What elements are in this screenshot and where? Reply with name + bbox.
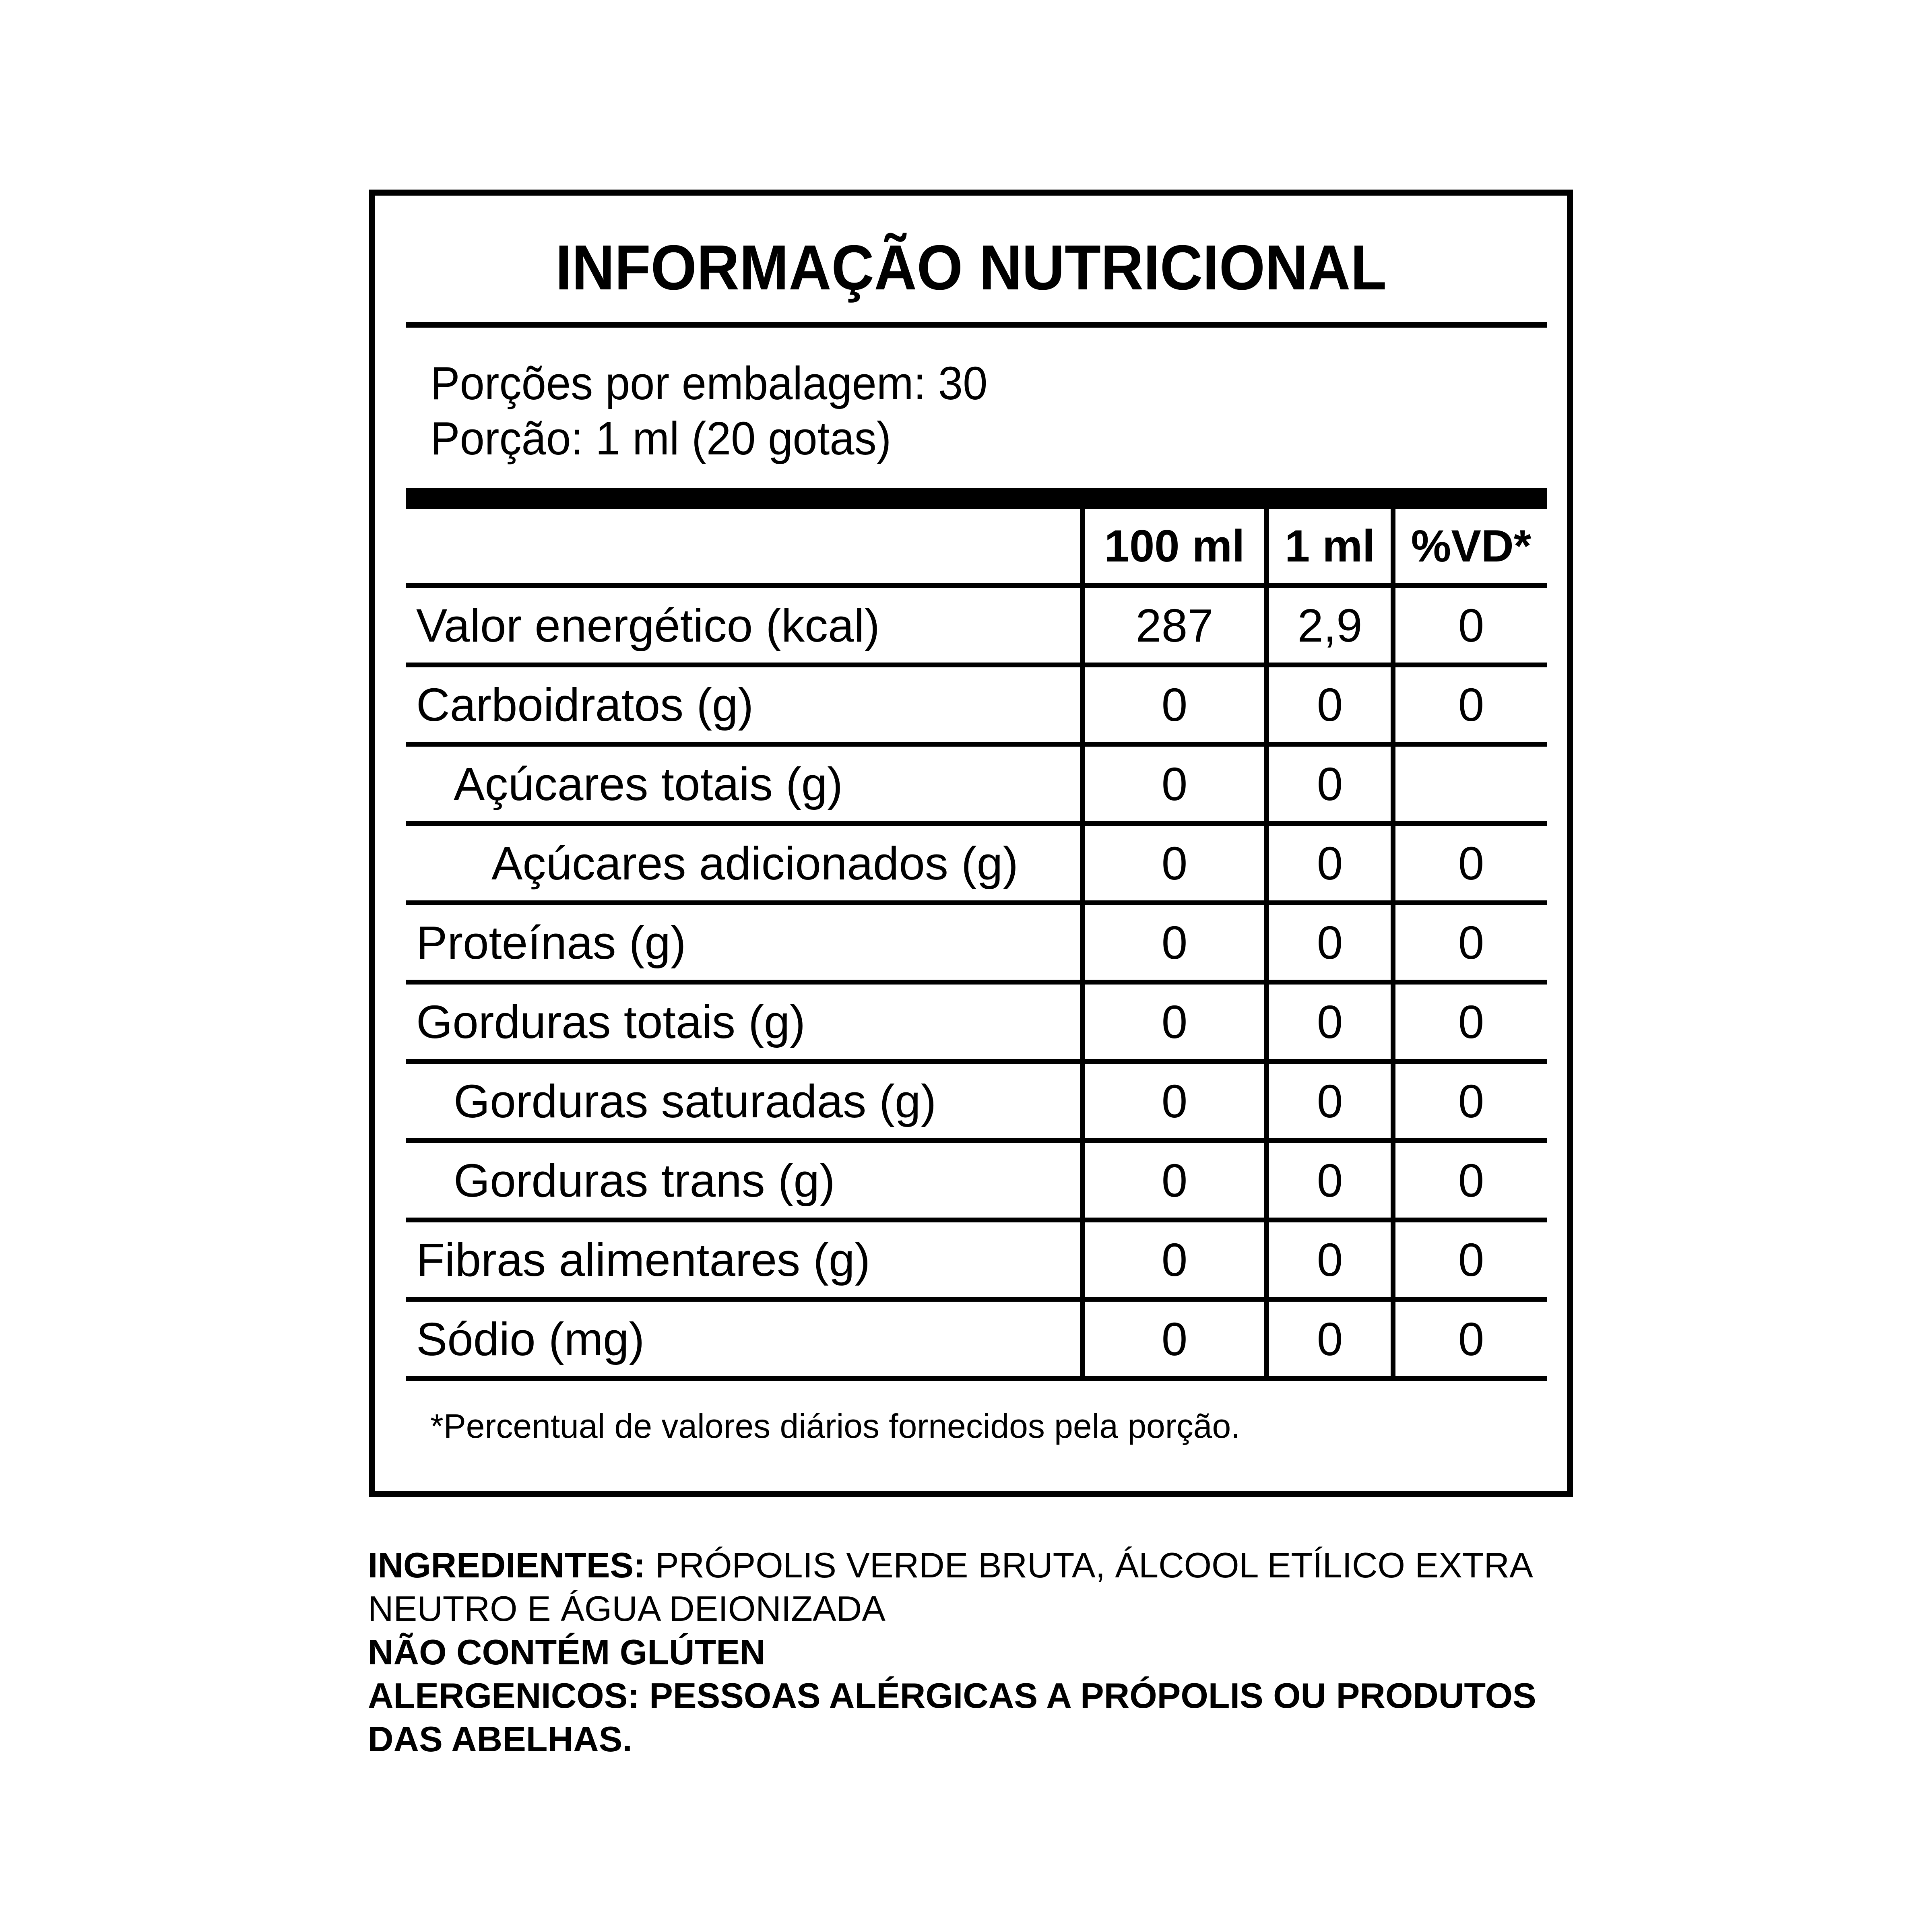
value-1ml: 0: [1264, 1222, 1391, 1297]
nutrient-name: Açúcares adicionados (g): [491, 837, 1018, 890]
value-100ml: 0: [1080, 667, 1264, 742]
table-header-row: [406, 509, 1547, 588]
serving-size: Porção: 1 ml (20 gotas): [430, 412, 892, 464]
header-1ml: 1 ml: [1264, 509, 1391, 583]
value-100ml: 0: [1080, 905, 1264, 980]
value-vd: 0: [1391, 1143, 1547, 1218]
allergen-statement: ALERGENICOS: PESSOAS ALÉRGICAS A PRÓPOLIS OU PRODUTOS DAS ABELHAS.: [368, 1676, 1536, 1759]
nutrient-name: Valor energético (kcal): [416, 599, 880, 652]
table-row: [406, 826, 1547, 905]
value-1ml: 0: [1264, 747, 1391, 821]
ingredients-label: INGREDIENTES:: [368, 1545, 646, 1585]
value-1ml: 0: [1264, 1064, 1391, 1138]
table-row: [406, 1222, 1547, 1302]
header-vd: %VD*: [1391, 509, 1547, 583]
value-1ml: 0: [1264, 667, 1391, 742]
value-100ml: 0: [1080, 826, 1264, 900]
nutrient-name: Proteínas (g): [416, 916, 686, 969]
nutrient-name: Gorduras saturadas (g): [454, 1075, 937, 1127]
servings-per-package: Porções por embalagem: 30: [430, 357, 988, 409]
value-vd: 0: [1391, 667, 1547, 742]
ingredients-block: [368, 1544, 1575, 1761]
footnote: *Percentual de valores diários fornecidos pela porção.: [430, 1407, 1241, 1445]
nutrient-name: Açúcares totais (g): [454, 758, 843, 810]
value-vd: 0: [1391, 1222, 1547, 1297]
value-vd: [1391, 747, 1547, 821]
nutrition-table: [406, 509, 1547, 1381]
value-1ml: 2,9: [1264, 588, 1391, 663]
value-1ml: 0: [1264, 1302, 1391, 1376]
table-row: [406, 985, 1547, 1064]
nutrient-name: Fibras alimentares (g): [416, 1233, 871, 1286]
table-row: [406, 1143, 1547, 1222]
nutrient-name: Sódio (mg): [416, 1313, 645, 1365]
value-1ml: 0: [1264, 1143, 1391, 1218]
table-row: [406, 1064, 1547, 1143]
nutrient-name: Gorduras totais (g): [416, 995, 806, 1048]
value-100ml: 0: [1080, 1143, 1264, 1218]
value-100ml: 0: [1080, 985, 1264, 1059]
value-vd: 0: [1391, 1064, 1547, 1138]
table-row: [406, 905, 1547, 985]
table-row: [406, 747, 1547, 826]
value-100ml: 0: [1080, 1302, 1264, 1376]
table-row: [406, 667, 1547, 747]
value-vd: 0: [1391, 1302, 1547, 1376]
value-1ml: 0: [1264, 985, 1391, 1059]
value-100ml: 0: [1080, 747, 1264, 821]
thick-divider: [406, 488, 1547, 509]
gluten-statement: NÃO CONTÉM GLÚTEN: [368, 1632, 766, 1672]
header-nutrient: [406, 509, 1080, 583]
value-1ml: 0: [1264, 905, 1391, 980]
header-100ml: 100 ml: [1080, 509, 1264, 583]
value-100ml: 0: [1080, 1064, 1264, 1138]
ingredients-text: PRÓPOLIS VERDE BRUTA, ÁLCOOL ETÍLICO EXTRA NEUTRO E ÁGUA DEIONIZADA: [368, 1545, 1531, 1629]
value-100ml: 287: [1080, 588, 1264, 663]
ingredients: [368, 1544, 1575, 1631]
table-row: [406, 1302, 1547, 1381]
value-1ml: 0: [1264, 826, 1391, 900]
nutrient-name: Carboidratos (g): [416, 678, 754, 731]
value-vd: 0: [1391, 905, 1547, 980]
panel-title: INFORMAÇÃO NUTRICIONAL: [555, 232, 1387, 303]
value-100ml: 0: [1080, 1222, 1264, 1297]
table-row: [406, 588, 1547, 667]
nutrient-name: Gorduras trans (g): [454, 1154, 835, 1207]
nutrition-facts-panel: [369, 190, 1573, 1497]
value-vd: 0: [1391, 985, 1547, 1059]
title-divider: [406, 322, 1547, 328]
value-vd: 0: [1391, 826, 1547, 900]
value-vd: 0: [1391, 588, 1547, 663]
